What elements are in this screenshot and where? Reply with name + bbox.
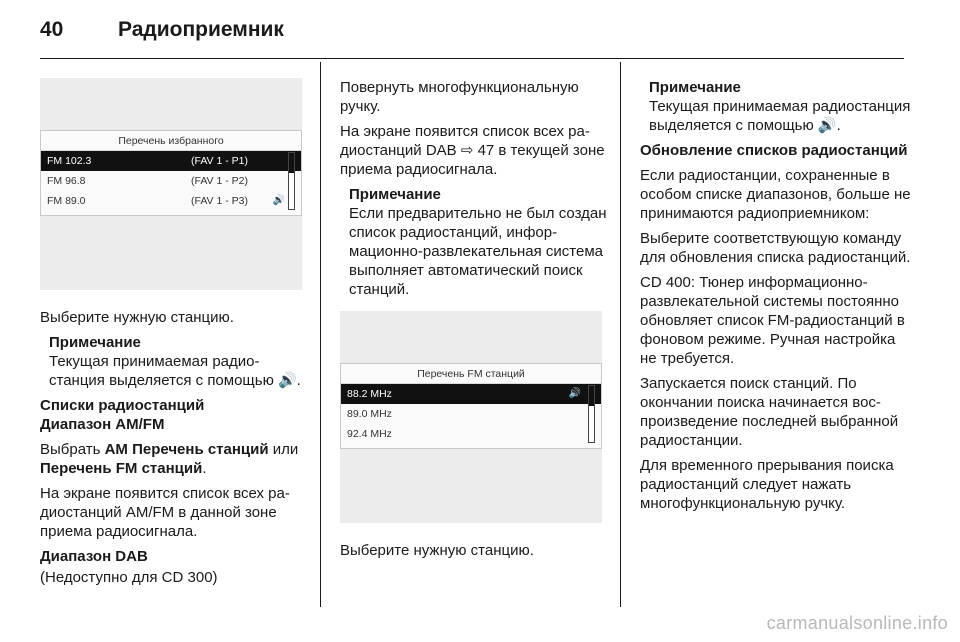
speaker-icon: 🔊 <box>568 388 581 399</box>
favorites-display-illustration <box>40 78 302 290</box>
list-item <box>41 151 301 171</box>
paragraph: (Недоступно для CD 300) <box>40 569 218 586</box>
favorite-slot: (FAV 1 - P3) <box>191 195 248 207</box>
header-rule <box>40 58 904 59</box>
scrollbar-thumb <box>289 153 294 173</box>
list-scrollbar <box>588 385 595 443</box>
column-divider-1 <box>320 62 321 607</box>
note-block <box>40 333 310 390</box>
text-run: . <box>202 460 207 477</box>
page-title: Радиоприемник <box>118 18 284 41</box>
note-block <box>640 78 912 135</box>
note-heading: Примечание <box>49 334 141 351</box>
column-1 <box>40 78 310 593</box>
section-heading: Списки радиостанций <box>40 397 205 414</box>
speaker-icon: 🔊 <box>272 195 285 206</box>
scrollbar-thumb <box>589 386 594 406</box>
favorite-slot: (FAV 1 - P1) <box>191 155 248 167</box>
menu-term: Перечень FM станций <box>40 460 203 477</box>
favorites-screen-title: Перечень избранного <box>41 131 301 151</box>
station-label: 89.0 MHz <box>347 408 392 420</box>
station-label: FM 102.3 <box>47 155 92 167</box>
note-text: Текущая принимаемая радиостанция выделяется с помощью 🔊. <box>649 98 911 134</box>
paragraph: Выберите соответствующую команду для обновления списка радиостанций. <box>640 230 911 266</box>
station-label: 88.2 MHz <box>347 388 392 400</box>
page-number: 40 <box>40 18 64 41</box>
list-item <box>341 424 601 444</box>
paragraph: Повернуть многофункциональную ручку. <box>340 79 579 115</box>
paragraph: Для временного прерывания поиска радиостанций следует нажать многофункциональную ручку. <box>640 457 894 512</box>
text-run: или <box>268 441 299 458</box>
favorite-slot: (FAV 1 - P2) <box>191 175 248 187</box>
subsection-heading: Диапазон DAB <box>40 548 148 565</box>
subsection-heading: Диапазон AM/FM <box>40 416 165 433</box>
list-item <box>41 171 301 191</box>
column-3 <box>640 78 912 519</box>
section-heading: Обновление списков радиостанций <box>640 142 908 159</box>
instruction-select-station: Выберите нужную станцию. <box>40 309 234 326</box>
station-label: FM 96.8 <box>47 175 86 187</box>
paragraph: CD 400: Тюнер информационно-развлекательной системы постоянно обновляет список FM-радиостанций в фоновом режиме. Ручная настройка не требуется. <box>640 274 905 367</box>
paragraph: На экране появится список всех радиостанций AM/FM в данной зоне приема радиосигнала. <box>40 485 290 540</box>
instruction-select-station: Выберите нужную станцию. <box>340 542 534 559</box>
fm-list-display-illustration <box>340 311 602 523</box>
station-label: FM 89.0 <box>47 195 86 207</box>
menu-term: AM Перечень станций <box>104 441 269 458</box>
note-block <box>340 185 612 299</box>
list-item <box>41 191 301 211</box>
note-text: Текущая принимаемая радиостанция выделяется с помощью 🔊. <box>49 353 301 389</box>
list-scrollbar <box>288 152 295 210</box>
text-run: Выбрать <box>40 441 105 458</box>
column-2 <box>340 78 612 566</box>
station-label: 92.4 MHz <box>347 428 392 440</box>
paragraph: На экране появится список всех радиостанций DAB ⇨ 47 в текущей зоне приема радиосигнала. <box>340 123 605 178</box>
fm-list-screen <box>340 363 602 449</box>
fm-list-screen-title: Перечень FM станций <box>341 364 601 384</box>
list-item <box>341 404 601 424</box>
paragraph: Запускается поиск станций. По окончании поиска начинается воспроизведение последней выбранной радиостанции. <box>640 375 899 449</box>
note-text: Если предварительно не был создан список радиостанций, информационно-развлекательная система выполняет автоматический поиск станций. <box>349 205 607 298</box>
paragraph: Если радиостанции, сохраненные в особом списке диапазонов, больше не принимаются радиоприемником: <box>640 167 911 222</box>
page-header <box>40 18 920 48</box>
instruction-select-list <box>40 440 310 478</box>
note-heading: Примечание <box>349 186 441 203</box>
watermark: carmanualsonline.info <box>766 613 948 633</box>
note-heading: Примечание <box>649 79 741 96</box>
column-divider-2 <box>620 62 621 607</box>
favorites-screen <box>40 130 302 216</box>
list-item <box>341 384 601 404</box>
